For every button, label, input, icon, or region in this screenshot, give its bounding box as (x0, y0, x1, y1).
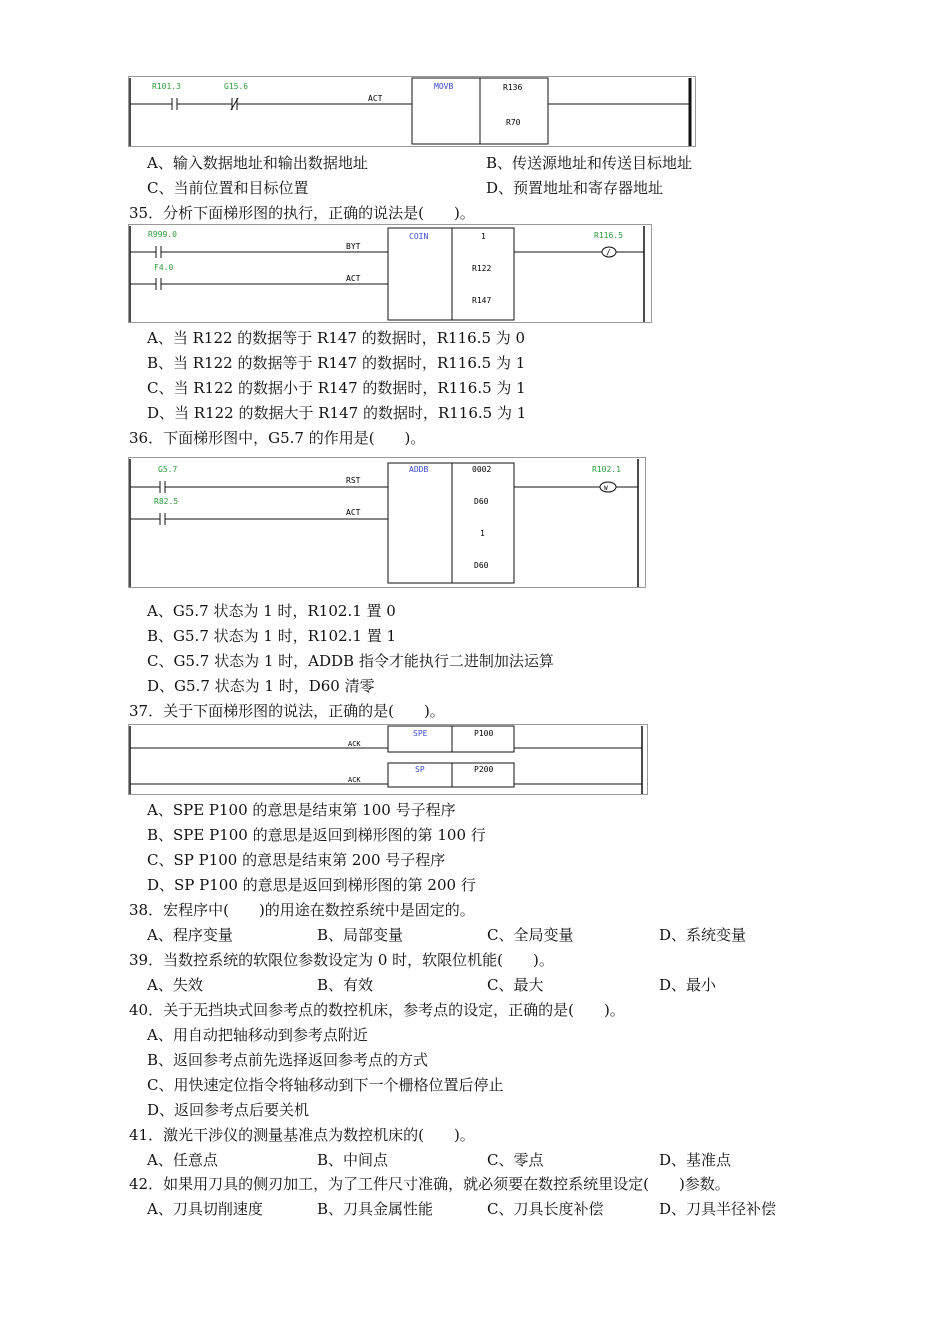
param-1: D60 (474, 497, 489, 506)
q40-option-c: C、用快速定位指令将轴移动到下一个栅格位置后停止 (147, 1076, 504, 1094)
function-name-1: SPE (413, 729, 428, 738)
q38-option-a: A、程序变量 (147, 926, 233, 944)
q35-option-b: B、当 R122 的数据等于 R147 的数据时，R116.5 为 1 (147, 354, 526, 372)
act-label: ACT (346, 508, 361, 517)
ladder-diagram-37 (128, 724, 650, 796)
q34-option-c: C、当前位置和目标位置 (147, 179, 309, 197)
q36-option-d: D、G5.7 状态为 1 时，D60 清零 (147, 677, 375, 695)
ack-label-1: ACK (348, 740, 361, 748)
q41-option-c: C、零点 (487, 1151, 544, 1169)
ack-label-2: ACK (348, 776, 361, 784)
param-3: D60 (474, 561, 489, 570)
coil-label: R116.5 (594, 231, 623, 240)
q40-option-b: B、返回参考点前先选择返回参考点的方式 (147, 1051, 429, 1069)
param-1: R136 (503, 83, 523, 92)
q36-option-c: C、G5.7 状态为 1 时，ADDB 指令才能执行二进制加法运算 (147, 652, 554, 670)
ladder-diagram-36 (128, 457, 648, 589)
q39-option-b: B、有效 (317, 976, 374, 994)
contact-label-2: R82.5 (154, 497, 179, 506)
function-name: ADDB (409, 465, 429, 474)
ladder-diagram-35 (128, 224, 654, 324)
q35-option-a: A、当 R122 的数据等于 R147 的数据时，R116.5 为 0 (147, 329, 526, 347)
q36-stem: 36．下面梯形图中，G5.7 的作用是( )。 (129, 429, 426, 447)
q37-option-d: D、SP P100 的意思是返回到梯形图的第 200 行 (147, 876, 476, 894)
q38-option-b: B、局部变量 (317, 926, 404, 944)
q39-stem: 39．当数控系统的软限位参数设定为 0 时，软限位机能( )。 (129, 951, 554, 969)
q39-option-a: A、失效 (147, 976, 203, 994)
rst-label: RST (346, 476, 361, 485)
param-2: R70 (506, 118, 521, 127)
function-name: MOVB (434, 82, 454, 91)
q40-stem: 40．关于无挡块式回参考点的数控机床，参考点的设定，正确的是( )。 (129, 1001, 625, 1019)
q35-option-c: C、当 R122 的数据小于 R147 的数据时，R116.5 为 1 (147, 379, 526, 397)
param-1: R122 (472, 264, 492, 273)
q40-option-a: A、用自动把轴移动到参考点附近 (147, 1026, 368, 1044)
q37-option-a: A、SPE P100 的意思是结束第 100 号子程序 (147, 801, 456, 819)
q36-option-b: B、G5.7 状态为 1 时，R102.1 置 1 (147, 627, 397, 645)
contact-label-1: G5.7 (158, 465, 178, 474)
q39-option-c: C、最大 (487, 976, 544, 994)
q34-option-d: D、预置地址和寄存器地址 (486, 179, 664, 197)
q41-option-a: A、任意点 (147, 1151, 218, 1169)
coil-mark: / (606, 248, 611, 257)
q38-option-c: C、全局变量 (487, 926, 574, 944)
q34-option-a: A、输入数据地址和输出数据地址 (147, 154, 368, 172)
q36-option-a: A、G5.7 状态为 1 时，R102.1 置 0 (147, 602, 396, 620)
contact-label-1: R999.0 (148, 230, 177, 239)
q37-option-c: C、SP P100 的意思是结束第 200 号子程序 (147, 851, 446, 869)
param-1: P100 (474, 729, 494, 738)
function-name: COIN (409, 232, 429, 241)
q37-option-b: B、SPE P100 的意思是返回到梯形图的第 100 行 (147, 826, 486, 844)
param-0: 0002 (472, 465, 492, 474)
param-2: P200 (474, 765, 494, 774)
param-2: R147 (472, 296, 492, 305)
q35-option-d: D、当 R122 的数据大于 R147 的数据时，R116.5 为 1 (147, 404, 527, 422)
coil-mark: W (604, 485, 608, 492)
contact-label-1: R101.3 (152, 82, 181, 91)
param-0: 1 (481, 232, 486, 241)
coil-label: R102.1 (592, 465, 621, 474)
q41-option-d: D、基准点 (659, 1151, 732, 1169)
q41-option-b: B、中间点 (317, 1151, 389, 1169)
contact-label-2: G15.6 (224, 82, 249, 91)
q42-option-b: B、刀具金属性能 (317, 1200, 434, 1218)
q39-option-d: D、最小 (659, 976, 717, 994)
contact-label-2: F4.0 (154, 263, 174, 272)
byt-label: BYT (346, 242, 361, 251)
q42-option-c: C、刀具长度补偿 (487, 1200, 604, 1218)
act-label: ACT (368, 94, 383, 103)
q42-stem: 42．如果用刀具的侧刃加工，为了工件尺寸准确，就必须要在数控系统里设定( )参数。 (129, 1175, 730, 1193)
q40-option-d: D、返回参考点后要关机 (147, 1101, 310, 1119)
q37-stem: 37．关于下面梯形图的说法，正确的是( )。 (129, 702, 445, 720)
function-name-2: SP (415, 765, 425, 774)
q41-stem: 41．激光干涉仪的测量基准点为数控机床的( )。 (129, 1126, 475, 1144)
q34-option-b: B、传送源地址和传送目标地址 (486, 154, 693, 172)
q42-option-a: A、刀具切削速度 (147, 1200, 263, 1218)
q42-option-d: D、刀具半径补偿 (659, 1200, 777, 1218)
param-2: 1 (480, 529, 485, 538)
q35-stem: 35．分析下面梯形图的执行，正确的说法是( )。 (129, 204, 475, 222)
ladder-diagram-34 (128, 76, 698, 148)
act-label: ACT (346, 274, 361, 283)
q38-option-d: D、系统变量 (659, 926, 747, 944)
q38-stem: 38．宏程序中( )的用途在数控系统中是固定的。 (129, 901, 475, 919)
